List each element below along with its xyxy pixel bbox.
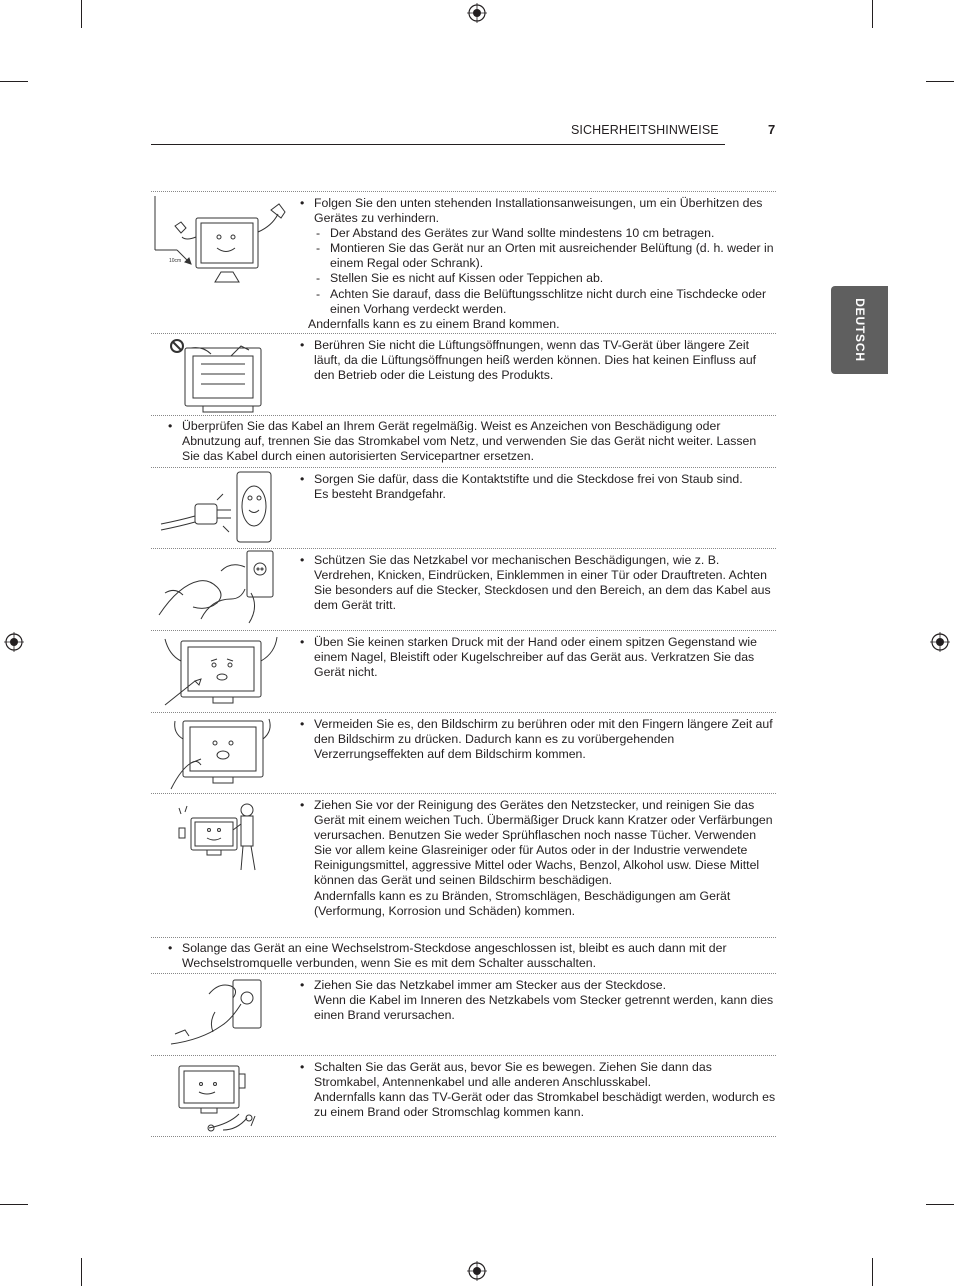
instruction-text [297,631,776,680]
distance-label: 10cm [169,258,182,264]
warning-note: Andernfalls kann es zu einem Brand kommen. [308,316,560,331]
instruction-text [297,192,776,332]
dash-item: - Montieren Sie das Gerät nur an Orten mit ausreichender Belüftung (d. h. weder in einem Regal oder Schrank). [297,241,776,271]
instruction-row [151,630,776,712]
bullet-item: • Ziehen Sie vor der Reinigung des Gerätes den Netzstecker, und reinigen Sie das Gerät mit einem weichen Tuch. Übermäßiger Druck kann Kratzer oder Verfärbungen verursachen. Benutzen Sie weder Sprühflaschen noch nasse Tücher. Verwenden Sie vor allem keine Glasreiniger oder für Autos oder in der Industrie verwendete Reinigungsmittel, aggressive Mittel oder Wachs, Benzol, Alkohol usw. Diese Mittel können das Gerät und seinen Bildschirm beschädigen. [297,798,776,889]
crop-mark [0,1204,28,1205]
instruction-text [297,549,776,613]
crop-mark [0,81,28,82]
language-tab-label: DEUTSCH [852,298,867,362]
tv-vents-illustration [151,334,291,415]
crop-mark [81,0,82,28]
instruction-row [151,333,776,415]
instruction-row [151,191,776,333]
section-title: SICHERHEITSHINWEISE [571,123,719,137]
cable-damage-illustration [151,549,291,630]
tv-touch-illustration [151,713,291,793]
registration-mark-icon [467,3,487,23]
bullet-item: • Solange das Gerät an eine Wechselstrom-Steckdose angeschlossen ist, bleibt es auch dann mit der Wechselstromquelle verbunden, wenn Sie es mit dem Schalter ausschalten. [165,941,776,971]
crop-mark [81,1258,82,1286]
instruction-row [151,973,776,1055]
language-tab [831,286,888,374]
instruction-text [297,334,776,383]
bullet-item: • Überprüfen Sie das Kabel an Ihrem Gerät regelmäßig. Weist es Anzeichen von Beschädigung oder Abnutzung auf, trennen Sie das Stromkabel vom Netz, und verwenden Sie das Gerät nicht weiter. Lassen Sie das Kabel durch einen autorisierten Servicepartner ersetzen. [165,419,776,464]
instruction-text [297,713,776,762]
dash-item: - Achten Sie darauf, dass die Belüftungsschlitze nicht durch eine Tischdecke oder einen Vorhang verdeckt werden. [297,287,776,317]
instruction-text [165,938,776,971]
bullet-item: • Schützen Sie das Netzkabel vor mechanischen Beschädigungen, wie z. B. Verdrehen, Knicken, Eindrücken, Einklemmen in einer Tür oder Drauftreten. Achten Sie besonders auf die Stecker, Steckdosen und den Bereich, an dem das Kabel aus dem Gerät tritt. [297,553,776,613]
bullet-item: • Sorgen Sie dafür, dass die Kontaktstifte und die Steckdose frei von Staub sind. [297,472,776,487]
bullet-item: • Vermeiden Sie es, den Bildschirm zu berühren oder mit den Fingern längere Zeit auf den Bildschirm zu drücken. Dadurch kann es zu vorübergehenden Verzerrungseffekten auf dem Bildschirm kommen. [297,717,776,762]
unplug-illustration [151,974,291,1055]
dash-item: - Der Abstand des Gerätes zur Wand sollte mindestens 10 cm betragen. [297,226,776,241]
tv-wall-distance-illustration [151,192,291,333]
instruction-text [165,416,776,464]
warning-note: Andernfalls kann es zu Bränden, Stromschlägen, Beschädigungen am Gerät (Verformung, Korrosion und Schäden) kommen. [314,888,731,918]
instruction-row [151,793,776,937]
instruction-text [297,468,776,502]
tv-cleaning-illustration [151,794,291,937]
instruction-text [297,1056,776,1120]
instruction-row [151,712,776,793]
instruction-text [297,794,776,919]
registration-mark-icon [4,632,24,652]
crop-mark [926,1204,954,1205]
bullet-item: • Folgen Sie den unten stehenden Installationsanweisungen, um ein Überhitzen des Gerätes zu verhindern. [297,196,776,226]
warning-note: Andernfalls kann das TV-Gerät oder das Stromkabel beschädigt werden, wodurch es zu einem Brand oder Stromschlag kommen kann. [314,1090,776,1120]
bullet-item: • Schalten Sie das Gerät aus, bevor Sie es bewegen. Ziehen Sie dann das Stromkabel, Antennenkabel und alle anderen Anschlusskabel. [297,1060,776,1090]
bullet-item: • Ziehen Sie das Netzkabel immer am Stecker aus der Steckdose. [297,978,776,993]
crop-mark [872,1258,873,1286]
tv-pressure-illustration [151,631,291,712]
bullet-item: • Üben Sie keinen starken Druck mit der Hand oder einem spitzen Gegenstand wie einem Nagel, Bleistift oder Kugelschreiber auf das Gerät aus. Verkratzen Sie das Gerät nicht. [297,635,776,680]
instruction-row [151,415,776,467]
registration-mark-icon [467,1261,487,1281]
header-rule [151,144,725,145]
plug-socket-illustration [151,468,291,548]
tv-move-illustration [151,1056,291,1136]
instruction-row [151,937,776,973]
instruction-row [151,1055,776,1137]
crop-mark [926,81,954,82]
registration-mark-icon [930,632,950,652]
page-number: 7 [768,122,776,137]
instruction-row [151,548,776,630]
safety-list [151,191,776,1137]
crop-mark [872,0,873,28]
warning-note: Es besteht Brandgefahr. [314,487,446,502]
dash-item: - Stellen Sie es nicht auf Kissen oder Teppichen ab. [297,271,776,286]
bullet-item: • Berühren Sie nicht die Lüftungsöffnungen, wenn das TV-Gerät über längere Zeit läuft, da die Lüftungsöffnungen heiß werden können. Dies hat keinen Einfluss auf den Betrieb oder die Leistung des Produkts. [297,338,776,383]
warning-note: Wenn die Kabel im Inneren des Netzkabels vom Stecker getrennt werden, kann dies einen Brand verursachen. [314,993,774,1023]
instruction-text [297,974,776,1023]
instruction-row [151,467,776,548]
